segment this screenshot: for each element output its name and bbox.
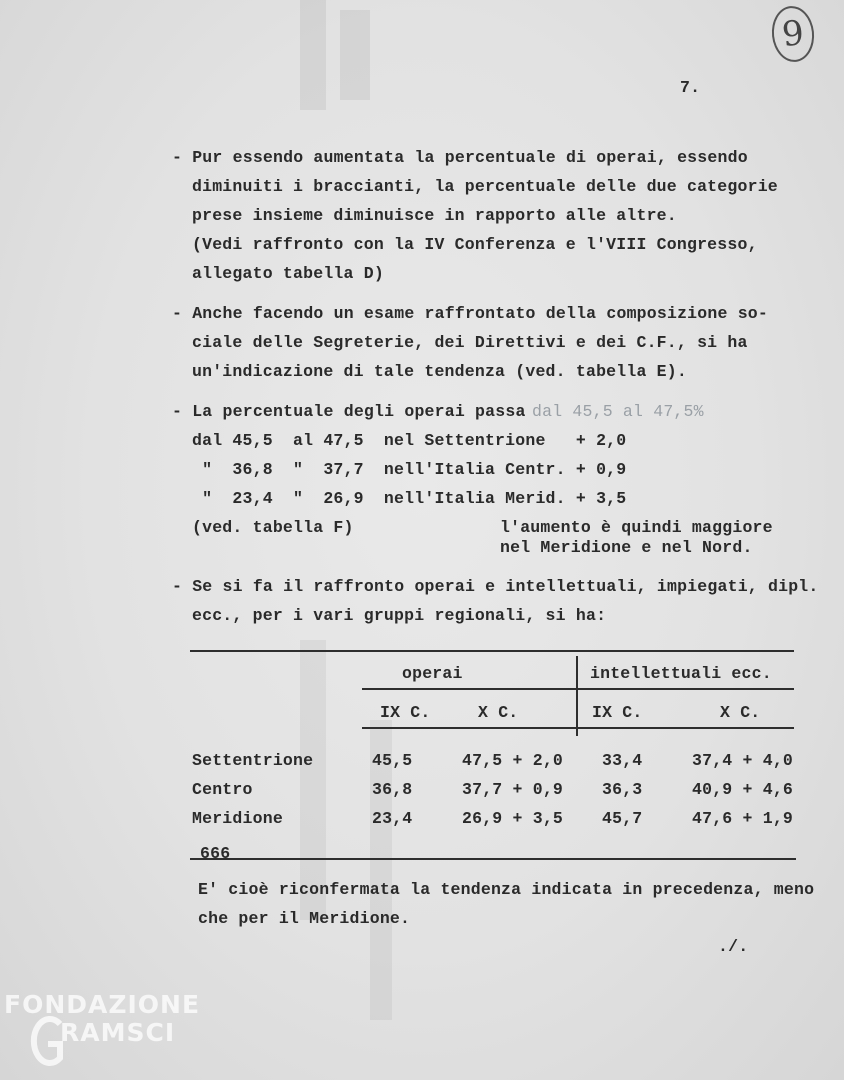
- row-operai-x: 37,7 + 0,9: [462, 780, 564, 799]
- p2-line-3: un'indicazione di tale tendenza (ved. tabella E).: [192, 362, 687, 381]
- row-operai-x: 26,9 + 3,5: [462, 809, 564, 828]
- conclusion-line-1: E' cioè riconfermata la tendenza indicata in precedenza, meno: [198, 880, 815, 899]
- watermark-g-logo-icon: [30, 1012, 64, 1074]
- sub-header-ix-c-1: IX C.: [380, 703, 431, 722]
- p3-intro: - La percentuale degli operai passa: [172, 402, 526, 421]
- p3-faint-crossed: dal 45,5 al 47,5%: [532, 402, 704, 421]
- p4-line-1: - Se si fa il raffronto operai e intellettuali, impiegati, dipl.: [172, 577, 819, 596]
- row-region: Meridione: [192, 809, 283, 828]
- p3-note-2: nel Meridione e nel Nord.: [500, 538, 753, 557]
- table-subheader-rule: [362, 727, 794, 729]
- p3-row-north: dal 45,5 al 47,5 nel Settentrione + 2,0: [192, 431, 627, 450]
- table-footnote: 666: [200, 844, 231, 863]
- p1-line-3: prese insieme diminuisce in rapporto alle altre.: [192, 206, 677, 225]
- row-intell-x: 40,9 + 4,6: [692, 780, 794, 799]
- header-operai: operai: [402, 664, 463, 683]
- p1-line-1: - Pur essendo aumentata la percentuale di operai, essendo: [172, 148, 748, 167]
- p1-line-5: allegato tabella D): [192, 264, 384, 283]
- p3-row-center: " 36,8 " 37,7 nell'Italia Centr. + 0,9: [192, 460, 627, 479]
- watermark-line-2: RAMSCI: [60, 1018, 176, 1047]
- row-intell-ix: 33,4: [602, 751, 643, 770]
- folio-number: 9: [769, 4, 817, 64]
- row-region: Centro: [192, 780, 253, 799]
- table-column-divider: [576, 656, 578, 736]
- sub-header-x-c-1: X C.: [478, 703, 519, 722]
- row-intell-x: 37,4 + 4,0: [692, 751, 794, 770]
- p2-line-2: ciale delle Segreterie, dei Direttivi e dei C.F., si ha: [192, 333, 748, 352]
- conclusion-line-2: che per il Meridione.: [198, 909, 411, 928]
- row-intell-x: 47,6 + 1,9: [692, 809, 794, 828]
- row-operai-x: 47,5 + 2,0: [462, 751, 564, 770]
- watermark-line-1: FONDAZIONE: [4, 990, 201, 1019]
- p3-row-south: " 23,4 " 26,9 nell'Italia Merid. + 3,5: [192, 489, 627, 508]
- table-top-rule: [190, 650, 794, 652]
- row-region: Settentrione: [192, 751, 314, 770]
- sub-header-ix-c-2: IX C.: [592, 703, 643, 722]
- p4-line-2: ecc., per i vari gruppi regionali, si ha:: [192, 606, 607, 625]
- p3-table-ref: (ved. tabella F): [192, 518, 354, 537]
- p3-note-1: l'aumento è quindi maggiore: [500, 518, 773, 537]
- table-header-rule: [362, 688, 794, 690]
- row-operai-ix: 36,8: [372, 780, 413, 799]
- page-number: 7.: [680, 78, 701, 97]
- continuation-mark: ./.: [718, 937, 749, 956]
- row-intell-ix: 36,3: [602, 780, 643, 799]
- row-intell-ix: 45,7: [602, 809, 643, 828]
- row-operai-ix: 45,5: [372, 751, 413, 770]
- p2-line-1: - Anche facendo un esame raffrontato della composizione so-: [172, 304, 768, 323]
- sub-header-x-c-2: X C.: [720, 703, 761, 722]
- p1-line-2: diminuiti i braccianti, la percentuale delle due categorie: [192, 177, 778, 196]
- header-intellettuali: intellettuali ecc.: [590, 664, 772, 683]
- table-bottom-rule: [190, 858, 796, 860]
- p1-line-4: (Vedi raffronto con la IV Conferenza e l'VIII Congresso,: [192, 235, 758, 254]
- row-operai-ix: 23,4: [372, 809, 413, 828]
